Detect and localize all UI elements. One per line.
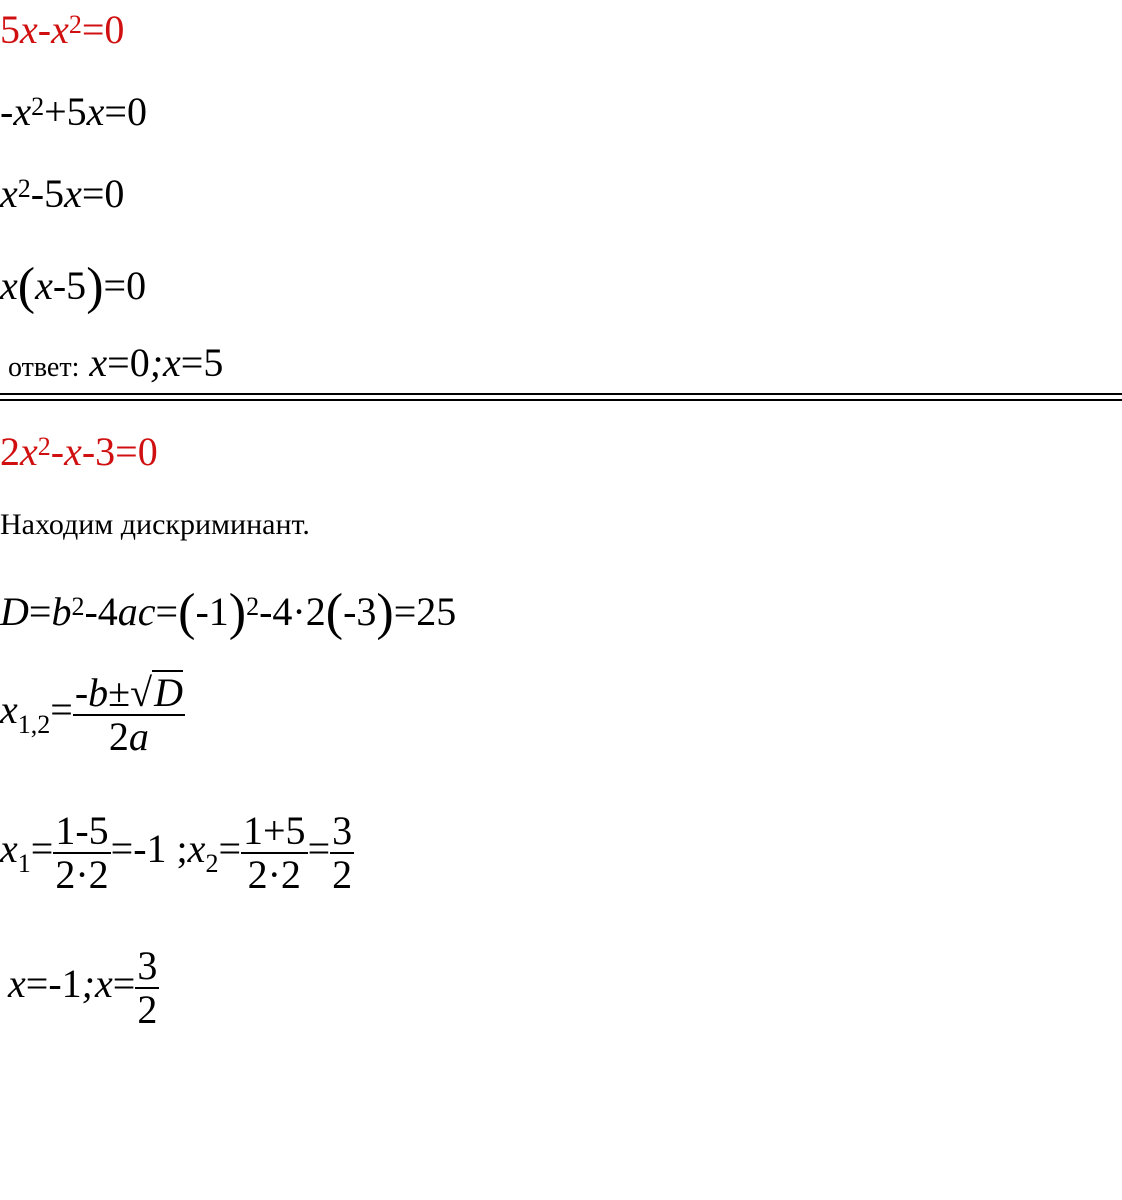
disc-close1: ) <box>228 584 247 641</box>
formula-denominator <box>73 716 185 758</box>
step2-var: x <box>0 171 18 216</box>
roots-frac1 <box>53 810 110 896</box>
formula-pm: ± <box>108 670 131 715</box>
roots-num3: 3 <box>332 808 353 853</box>
step3-close-paren: ) <box>86 258 104 315</box>
roots-frac3 <box>330 810 354 896</box>
answer-1 <box>8 340 224 385</box>
step-1 <box>0 89 147 134</box>
step1-lead: - <box>0 89 14 134</box>
equation-1 <box>0 7 125 52</box>
step3-open-paren: ( <box>17 258 36 315</box>
step3-var2: x <box>35 263 53 308</box>
answer1-sep: ; <box>149 340 164 385</box>
roots-x2: x <box>187 826 206 872</box>
eq2-var2: x <box>64 429 82 474</box>
answer1-var2: x <box>163 340 181 385</box>
answer1-label: ответ: <box>8 352 80 383</box>
answer2-den: 2 <box>137 987 158 1032</box>
disc-b: b <box>51 589 72 634</box>
step1-var2: x <box>86 89 105 134</box>
disc-result: =25 <box>393 589 457 634</box>
answer2-val1: =-1 <box>25 961 82 1007</box>
double-divider <box>0 393 1122 401</box>
answer2-sep: ; <box>81 961 95 1007</box>
discriminant-line <box>0 583 457 641</box>
eq1-var2: x <box>51 7 69 52</box>
disc-D: D <box>0 589 29 634</box>
eq2-var: x <box>20 429 38 474</box>
step1-rest: =0 <box>104 89 147 134</box>
disc-m3: -3 <box>343 589 377 634</box>
step3-var: x <box>0 263 18 308</box>
answer2-num: 3 <box>137 943 158 988</box>
answer2-var2: x <box>94 961 113 1007</box>
discriminant-text: Находим дискриминант. <box>0 508 310 541</box>
disc-mid2: -4·2 <box>259 589 326 634</box>
formula-minus: - <box>74 670 89 715</box>
roots-frac2 <box>241 810 308 896</box>
answer2-var1: x <box>8 961 26 1007</box>
roots-calculation <box>0 810 354 896</box>
step2-rest: =0 <box>81 171 125 216</box>
answer1-val2: =5 <box>180 340 224 385</box>
formula-D: D <box>154 670 183 715</box>
formula-den-2: 2 <box>108 714 129 759</box>
formula-den-a: a <box>128 714 149 759</box>
disc-open1: ( <box>178 584 196 641</box>
eq1-var: x <box>20 7 38 52</box>
formula-x: x <box>0 687 18 733</box>
eq2-power: 2 <box>37 432 51 461</box>
step-2 <box>0 171 125 216</box>
disc-m1: -1 <box>195 589 229 634</box>
roots-eq3: = <box>307 826 331 872</box>
disc-close2: ) <box>376 584 394 641</box>
roots-den2: 2·2 <box>247 852 301 897</box>
step3-mid: -5 <box>52 263 87 308</box>
disc-eq2: = <box>155 589 179 634</box>
step1-power: 2 <box>31 92 45 121</box>
eq2-rest: -3=0 <box>81 429 158 474</box>
step-3 <box>0 257 147 315</box>
step2-power: 2 <box>17 174 31 203</box>
disc-pow: 2 <box>71 592 85 621</box>
disc-eq1: = <box>28 589 52 634</box>
equation-2 <box>0 429 158 474</box>
roots-eq2: = <box>218 826 241 872</box>
eq1-rest: =0 <box>81 7 125 52</box>
eq2-coef: 2 <box>0 429 20 474</box>
disc-pow2: 2 <box>246 592 260 621</box>
roots-formula <box>0 670 185 758</box>
roots-den3: 2 <box>332 852 353 897</box>
formula-sub: 1,2 <box>17 710 51 740</box>
disc-open2: ( <box>325 584 344 641</box>
roots-res1: =-1 <box>110 826 167 872</box>
answer1-val1: =0 <box>107 340 150 385</box>
formula-fraction <box>73 670 185 758</box>
eq1-power: 2 <box>68 10 82 39</box>
sqrt-icon: √ <box>130 670 153 715</box>
step2-var2: x <box>64 171 82 216</box>
answer2-frac <box>135 945 159 1031</box>
sqrt-sign <box>130 670 183 714</box>
disc-ac: ac <box>117 589 156 634</box>
disc-mid: -4 <box>84 589 118 634</box>
step1-mid: +5 <box>44 89 87 134</box>
step1-var: x <box>13 89 32 134</box>
roots-x1: x <box>0 826 18 872</box>
eq1-coef: 5 <box>0 7 20 52</box>
formula-b: b <box>88 670 109 715</box>
answer-2 <box>8 945 159 1031</box>
eq1-minus: - <box>37 7 52 52</box>
roots-den1: 2·2 <box>55 852 109 897</box>
eq2-mid: - <box>50 429 65 474</box>
formula-numerator <box>73 670 185 716</box>
answer1-var1: x <box>89 340 108 385</box>
step3-rest: =0 <box>103 263 147 308</box>
roots-eq1: = <box>30 826 54 872</box>
roots-num1: 1-5 <box>55 808 109 853</box>
step2-mid: -5 <box>30 171 65 216</box>
roots-sub2: 2 <box>205 849 219 879</box>
roots-sub1: 1 <box>17 849 31 879</box>
formula-eq: = <box>50 687 73 733</box>
roots-sep: ; <box>166 826 188 872</box>
answer2-eq: = <box>112 961 136 1007</box>
roots-num2: 1+5 <box>243 808 306 853</box>
